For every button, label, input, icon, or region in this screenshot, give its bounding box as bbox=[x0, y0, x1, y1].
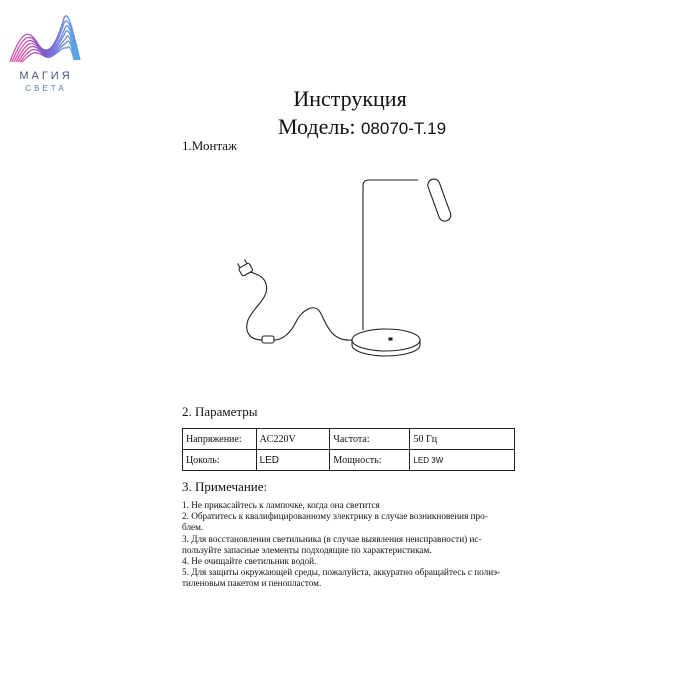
table-cell: LED 3W bbox=[410, 450, 515, 471]
note-line: 1. Не прикасайтесь к лампочке, когда она светится bbox=[182, 500, 380, 510]
section-mount-heading: 1.Монтаж bbox=[182, 138, 238, 153]
table-cell: Мощность: bbox=[330, 450, 410, 471]
model-line bbox=[278, 114, 446, 140]
table-cell: 50 Гц bbox=[410, 429, 515, 450]
power-plug bbox=[236, 258, 253, 276]
table-cell: Цоколь: bbox=[183, 450, 257, 471]
note-line: пользуйте запасные элементы подходящие по характеристикам. bbox=[182, 544, 432, 555]
cable-switch bbox=[262, 336, 274, 343]
note-line: тиленовым пакетом и пенопластом. bbox=[182, 578, 322, 589]
brand-name: МАГИЯ bbox=[19, 70, 73, 82]
brand-subtitle: СВЕТА bbox=[25, 84, 67, 93]
note-line: 2. Обратитесь к квалифицированному электрику в случае возникновения про- bbox=[182, 511, 488, 522]
section-params-heading: 2. Параметры bbox=[182, 404, 258, 419]
table-cell: Частота: bbox=[330, 429, 410, 450]
note-line: блем. bbox=[182, 522, 204, 533]
table-row bbox=[183, 429, 515, 450]
table-cell: LED bbox=[256, 450, 330, 471]
lamp-head bbox=[426, 177, 452, 222]
model-label: Модель: bbox=[278, 114, 356, 139]
note-line: 5. Для защиты окружающей среды, пожалуйста, аккуратно обращайтесь с полиэ- bbox=[182, 567, 501, 578]
note-line: 3. Для восстановления светильника (в случае выявления неисправности) ис- bbox=[182, 533, 482, 544]
lamp-base bbox=[352, 329, 420, 351]
lamp-drawing bbox=[230, 172, 470, 362]
brand-logo bbox=[4, 4, 84, 96]
logo-wave-icon bbox=[6, 4, 84, 68]
table-cell: Напряжение: bbox=[183, 429, 257, 450]
table-row bbox=[183, 450, 515, 471]
table-cell: AC220V bbox=[256, 429, 330, 450]
model-code: 08070-T.19 bbox=[360, 119, 447, 138]
note-line: 4. Не очищайте светильник водой. bbox=[182, 556, 317, 567]
lamp-stem bbox=[363, 180, 418, 330]
params-table bbox=[182, 428, 515, 471]
lamp-cable bbox=[274, 308, 352, 340]
section-notes-heading: 3. Примечание: bbox=[182, 479, 268, 494]
page-title: Инструкция bbox=[293, 86, 407, 111]
notes-list bbox=[182, 500, 522, 590]
